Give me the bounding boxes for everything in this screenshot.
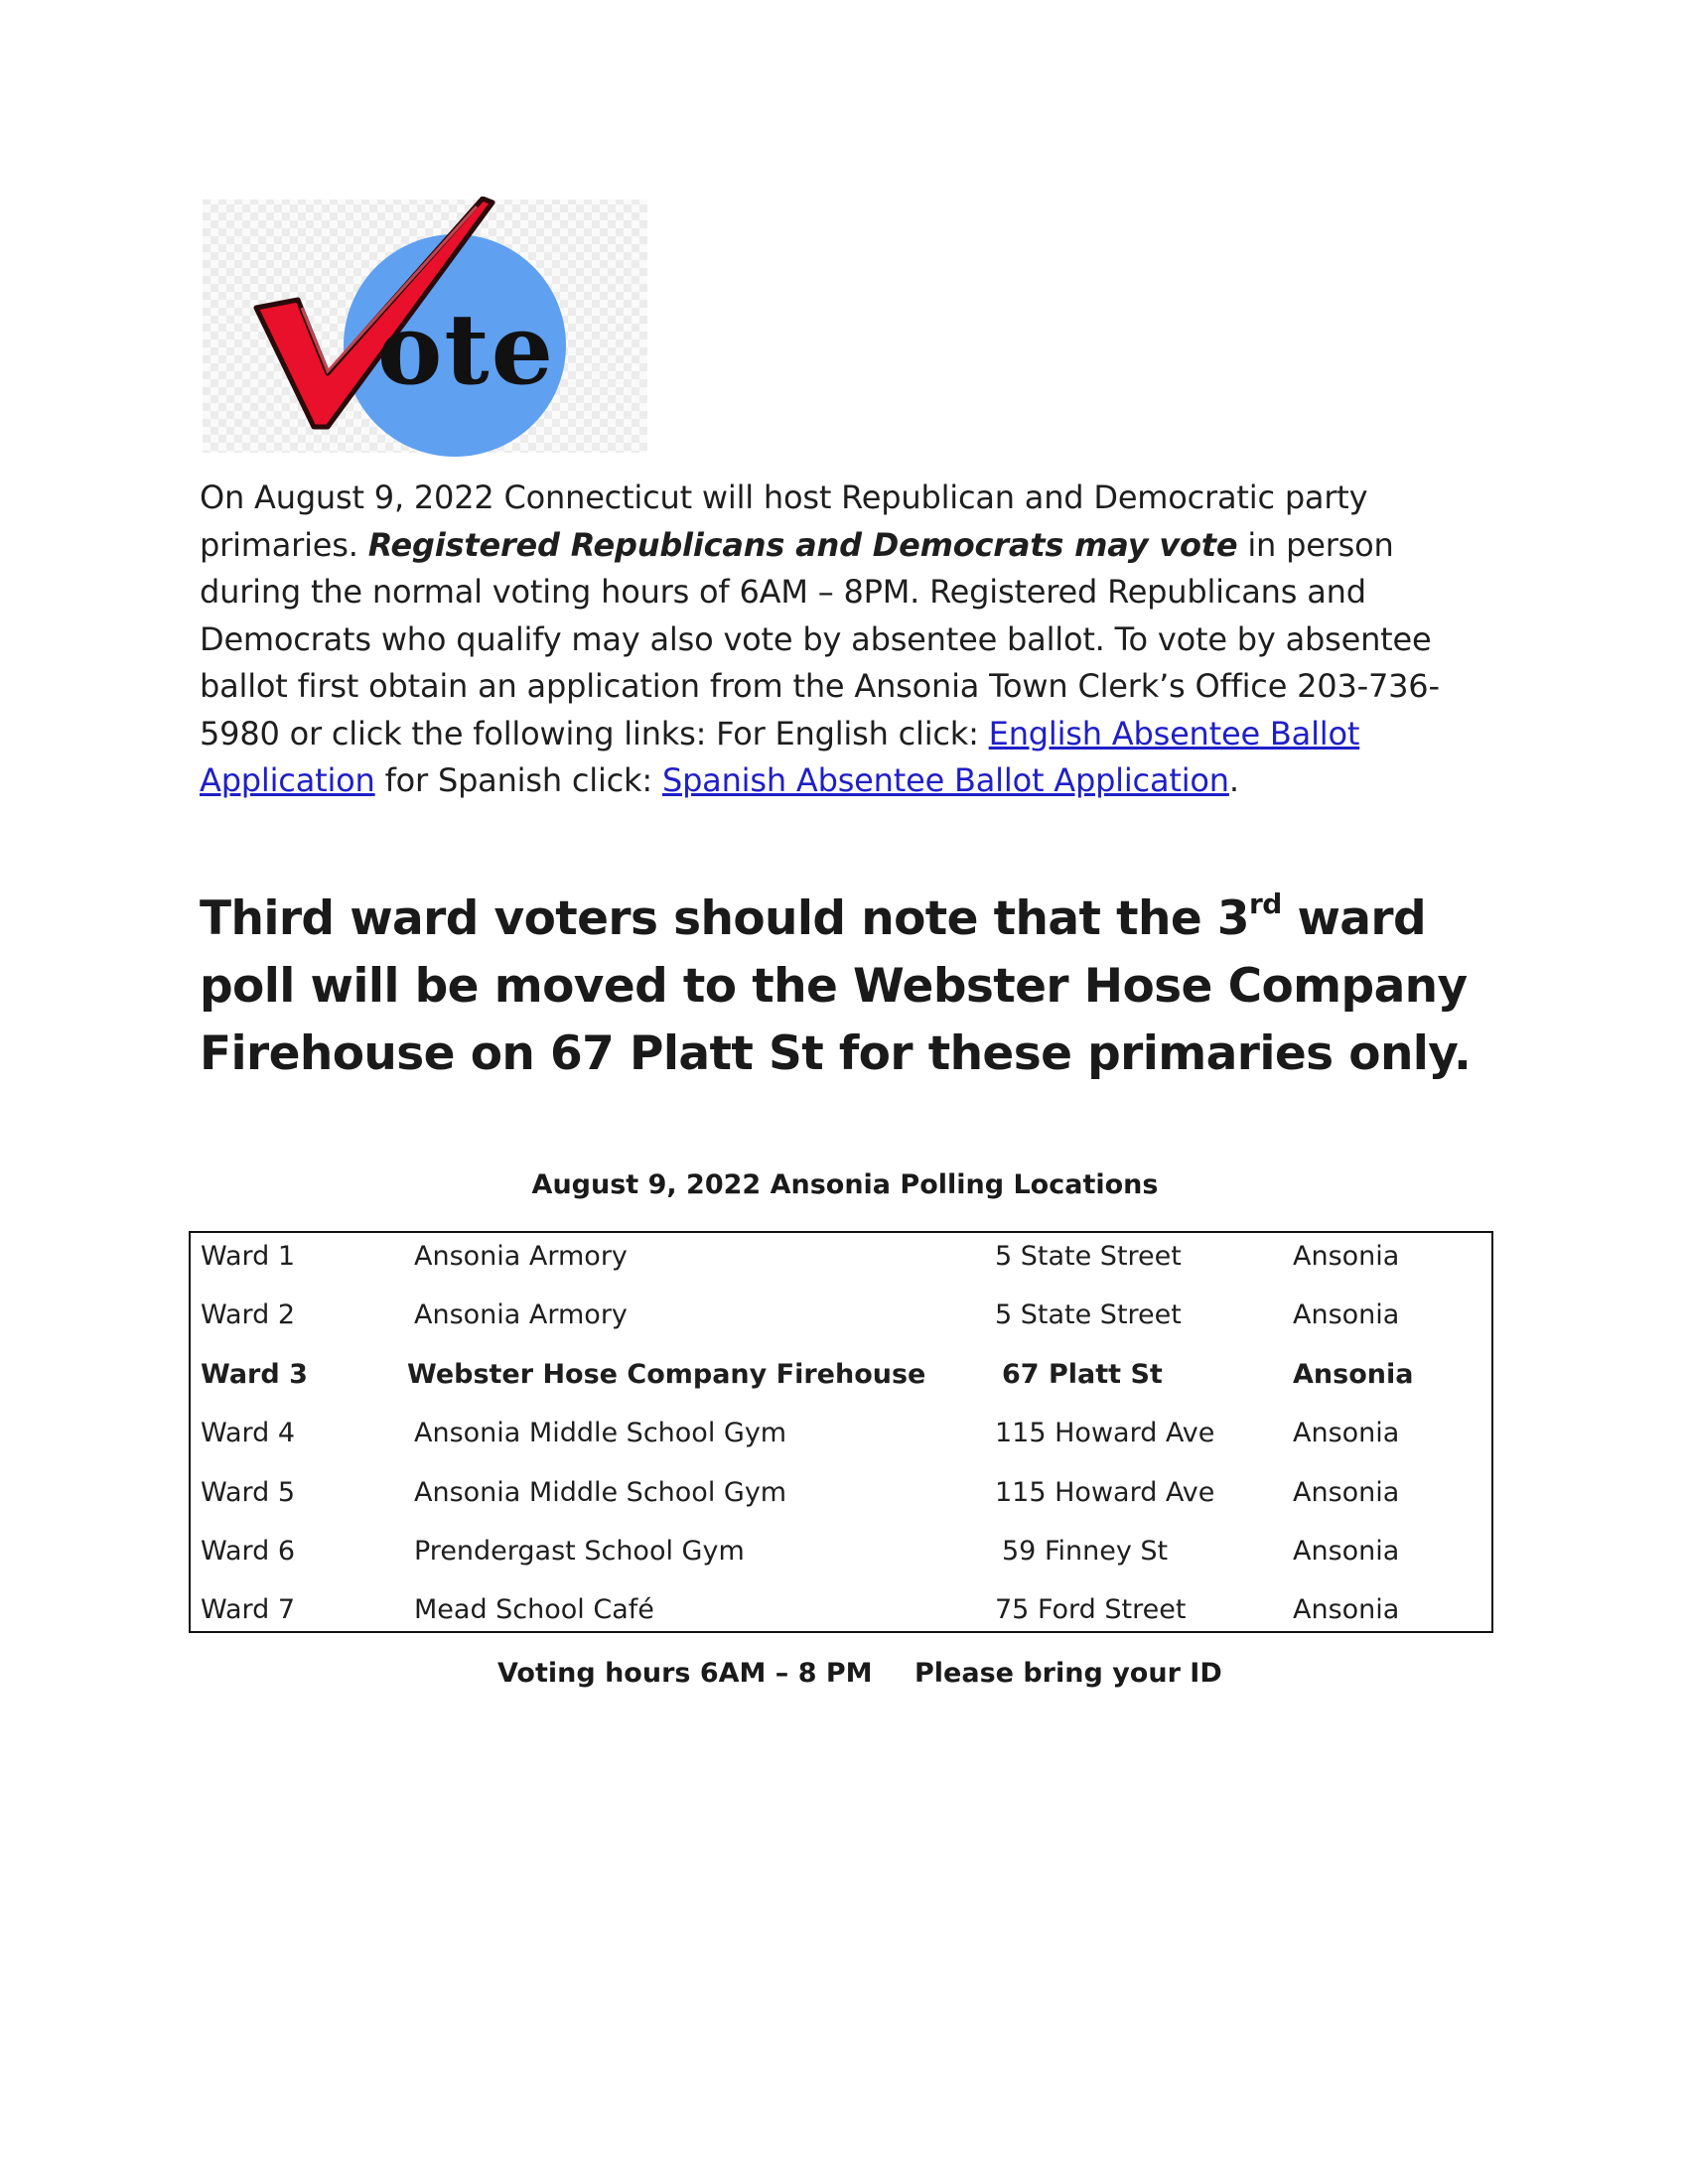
table-row <box>191 1359 1491 1399</box>
table-row <box>191 1477 1491 1517</box>
notice-text-1: Third ward voters should note that the 3 <box>200 891 1250 946</box>
english-absentee-link[interactable]: English Absentee Ballot Application <box>200 714 1360 799</box>
bring-id-note: Please bring your ID <box>914 1658 1222 1689</box>
intro-text-1: On August 9, 2022 Connecticut will host Republican and Democratic party primaries. <box>200 478 1368 564</box>
city-cell: Ansonia <box>1293 1536 1400 1567</box>
notice-text-2: ward poll will be moved to the Webster Hose Company Firehouse on 67 Platt St for these primaries only. <box>200 891 1472 1081</box>
ward-cell: Ward 1 <box>201 1241 296 1272</box>
ward-cell: Ward 4 <box>201 1418 296 1448</box>
address-cell: 115 Howard Ave <box>995 1418 1215 1448</box>
table-row <box>191 1241 1491 1281</box>
address-cell: 67 Platt St <box>1002 1359 1163 1390</box>
address-cell: 75 Ford Street <box>995 1594 1187 1625</box>
vote-logo <box>203 197 647 457</box>
spanish-absentee-link[interactable]: Spanish Absentee Ballot Application <box>661 761 1229 799</box>
table-row <box>191 1536 1491 1575</box>
intro-text-3: for Spanish click: <box>374 761 662 799</box>
notice-superscript: rd <box>1249 887 1282 921</box>
city-cell: Ansonia <box>1293 1418 1400 1448</box>
ward-cell: Ward 3 <box>201 1359 308 1390</box>
city-cell: Ansonia <box>1293 1359 1414 1390</box>
table-row <box>191 1418 1491 1457</box>
place-cell: Prendergast School Gym <box>414 1536 745 1567</box>
city-cell: Ansonia <box>1293 1477 1400 1508</box>
polling-title-text: August 9, 2022 Ansonia Polling Locations <box>531 1169 1159 1200</box>
intro-paragraph <box>200 475 1500 805</box>
city-cell: Ansonia <box>1293 1299 1400 1330</box>
place-cell: Mead School Café <box>414 1594 654 1625</box>
place-cell: Ansonia Middle School Gym <box>414 1477 787 1508</box>
third-ward-notice <box>200 886 1510 1088</box>
table-row <box>191 1594 1491 1634</box>
intro-text-4: . <box>1228 761 1239 799</box>
ward-cell: Ward 7 <box>201 1594 296 1625</box>
address-cell: 5 State Street <box>995 1299 1182 1330</box>
address-cell: 115 Howard Ave <box>995 1477 1215 1508</box>
intro-emphasis: Registered Republicans and Democrats may vote <box>367 525 1238 564</box>
address-cell: 5 State Street <box>995 1241 1182 1272</box>
ward-cell: Ward 5 <box>201 1477 296 1508</box>
logo-text: ote <box>377 293 555 407</box>
intro-text-2: in person during the normal voting hours of 6AM – 8PM. Registered Republicans and Democrats who qualify may also vote by absentee ballot. To vote by absentee ballot first obtain an application from the Ansonia Town Clerk’s Office 203-736-5980 or click the following links: For English click: <box>200 525 1440 752</box>
place-cell: Ansonia Middle School Gym <box>414 1418 787 1448</box>
vote-checkmark-icon <box>203 197 647 457</box>
place-cell: Ansonia Armory <box>414 1299 628 1330</box>
ward-cell: Ward 2 <box>201 1299 296 1330</box>
table-row <box>191 1299 1491 1339</box>
polling-table-title <box>0 1169 1688 1200</box>
city-cell: Ansonia <box>1293 1594 1400 1625</box>
voting-hours-note: Voting hours 6AM – 8 PM <box>497 1658 873 1689</box>
ward-cell: Ward 6 <box>201 1536 296 1567</box>
city-cell: Ansonia <box>1293 1241 1400 1272</box>
address-cell: 59 Finney St <box>1002 1536 1169 1567</box>
place-cell: Webster Hose Company Firehouse <box>407 1359 926 1390</box>
polling-locations-table <box>189 1231 1493 1633</box>
place-cell: Ansonia Armory <box>414 1241 628 1272</box>
